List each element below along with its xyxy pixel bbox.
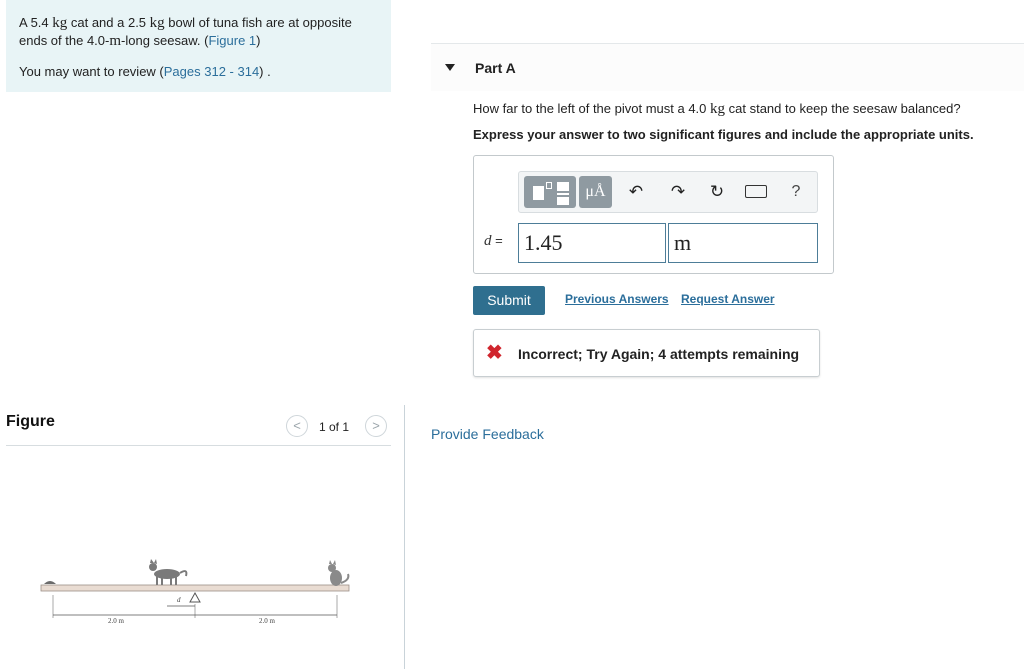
unit-m: m bbox=[109, 33, 122, 49]
part-title[interactable]: Part A bbox=[475, 60, 516, 76]
feedback-box bbox=[473, 329, 820, 377]
template-square bbox=[557, 197, 569, 205]
label-left-distance: 2.0 m bbox=[108, 617, 124, 625]
template-icon[interactable] bbox=[524, 176, 576, 208]
answer-variable-label bbox=[484, 233, 503, 250]
cat-middle-icon bbox=[149, 559, 186, 585]
feedback-message: Incorrect; Try Again; 4 attempts remaining bbox=[518, 346, 800, 362]
review-text bbox=[19, 63, 379, 80]
template-square bbox=[533, 186, 544, 200]
label-right-distance: 2.0 m bbox=[259, 617, 275, 625]
answer-unit-input[interactable]: m bbox=[668, 223, 818, 263]
previous-answers-link[interactable]: Previous Answers bbox=[565, 292, 669, 306]
caret-down-icon[interactable] bbox=[445, 64, 455, 71]
tuna-bowl-icon bbox=[44, 581, 56, 584]
math-toolbar bbox=[518, 171, 818, 213]
review-suffix: ) . bbox=[259, 64, 271, 79]
pivot-icon bbox=[190, 593, 200, 602]
right-pane bbox=[431, 0, 1024, 669]
answer-equals: = bbox=[491, 233, 503, 248]
figure-header bbox=[6, 410, 391, 446]
review-prefix: You may want to review ( bbox=[19, 64, 164, 79]
left-pane bbox=[0, 0, 405, 669]
answer-value-input[interactable]: 1.45 bbox=[518, 223, 666, 263]
unit-kg: kg bbox=[52, 15, 68, 31]
unit-kg: kg bbox=[710, 101, 726, 117]
template-square bbox=[557, 182, 569, 191]
problem-text-part: bowl of tuna fish are at opposite ends of the 4.0- bbox=[19, 15, 352, 48]
reset-icon[interactable]: ↻ bbox=[709, 182, 725, 201]
seesaw-figure bbox=[30, 550, 360, 630]
problem-text-part: A 5.4 bbox=[19, 15, 53, 30]
provide-feedback-link[interactable]: Provide Feedback bbox=[431, 426, 544, 442]
figure-pager-text: 1 of 1 bbox=[319, 420, 350, 434]
problem-text-part: cat and a 2.5 bbox=[67, 15, 150, 30]
keyboard-icon[interactable] bbox=[745, 185, 767, 198]
instruction-text: Express your answer to two significant figures and include the appropriate units. bbox=[473, 127, 974, 142]
problem-text bbox=[19, 14, 379, 50]
answer-variable: d bbox=[484, 233, 492, 249]
question-suffix: cat stand to keep the seesaw balanced? bbox=[725, 101, 961, 116]
submit-button[interactable]: Submit bbox=[473, 286, 545, 315]
undo-icon[interactable]: ↶ bbox=[628, 182, 644, 201]
chevron-right-icon[interactable]: > bbox=[365, 415, 387, 437]
problem-statement bbox=[6, 0, 391, 92]
question-prefix: How far to the left of the pivot must a 4.0 bbox=[473, 101, 711, 116]
problem-text-part: -long seesaw. ( bbox=[121, 33, 209, 48]
question-text bbox=[473, 101, 961, 118]
chevron-left-icon[interactable]: < bbox=[286, 415, 308, 437]
units-icon[interactable]: μÅ bbox=[579, 176, 612, 208]
label-d: d bbox=[177, 596, 181, 604]
unit-kg: kg bbox=[149, 15, 165, 31]
part-a-header[interactable] bbox=[431, 43, 1024, 91]
cat-right-icon bbox=[328, 560, 348, 586]
template-fraction-bar bbox=[557, 193, 569, 195]
request-answer-link[interactable]: Request Answer bbox=[681, 292, 775, 306]
error-x-icon: ✖ bbox=[486, 342, 503, 364]
review-pages-link[interactable]: Pages 312 - 314 bbox=[163, 64, 260, 79]
figure-link[interactable]: Figure 1 bbox=[208, 33, 257, 48]
redo-icon[interactable]: ↷ bbox=[670, 182, 686, 201]
seesaw-plank bbox=[41, 585, 349, 591]
pane-divider bbox=[404, 405, 405, 669]
figure-title: Figure bbox=[6, 413, 55, 430]
answer-box bbox=[473, 155, 834, 274]
help-icon[interactable]: ? bbox=[791, 183, 801, 200]
problem-text-part: ) bbox=[256, 33, 261, 48]
template-square bbox=[546, 182, 552, 189]
